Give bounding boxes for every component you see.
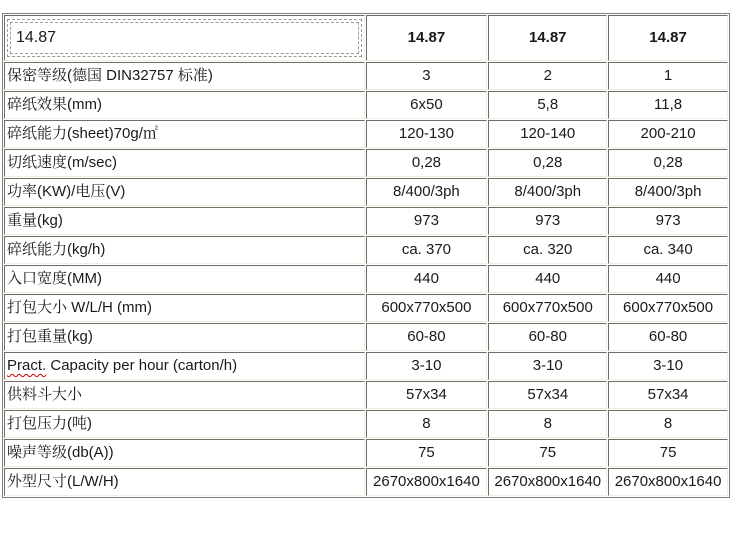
spec-value-cell: 75 bbox=[608, 439, 728, 467]
spec-row-label: 打包大小 W/L/H (mm) bbox=[4, 294, 365, 322]
spec-row-label: 碎纸能力(sheet)70g/㎡ bbox=[4, 120, 365, 148]
spec-value-cell: 600x770x500 bbox=[366, 294, 488, 322]
spec-row-label: 重量(kg) bbox=[4, 207, 365, 235]
spec-value-cell: 440 bbox=[488, 265, 607, 293]
spec-row bbox=[4, 468, 728, 496]
spec-value-cell: 2670x800x1640 bbox=[608, 468, 728, 496]
spec-row-label: 碎纸能力(kg/h) bbox=[4, 236, 365, 264]
spec-value-cell: 120-130 bbox=[366, 120, 488, 148]
spec-row-label: 切纸速度(m/sec) bbox=[4, 149, 365, 177]
spec-row bbox=[4, 381, 728, 409]
spec-row-label: 功率(KW)/电压(V) bbox=[4, 178, 365, 206]
spec-value-cell: 5,8 bbox=[488, 91, 607, 119]
spec-value-cell: 440 bbox=[366, 265, 488, 293]
spec-row-label: 保密等级(德国 DIN32757 标准) bbox=[4, 62, 365, 90]
spec-row bbox=[4, 323, 728, 351]
spec-value-cell: 8/400/3ph bbox=[366, 178, 488, 206]
column-header-3: 14.87 bbox=[608, 15, 728, 61]
spec-value-cell: 8 bbox=[488, 410, 607, 438]
spec-row bbox=[4, 352, 728, 380]
spec-value-cell: 600x770x500 bbox=[488, 294, 607, 322]
spec-row-label: Pract. Capacity per hour (carton/h) bbox=[4, 352, 365, 380]
spec-value-cell: ca. 320 bbox=[488, 236, 607, 264]
spec-value-cell: 2 bbox=[488, 62, 607, 90]
spec-value-cell: 75 bbox=[366, 439, 488, 467]
spec-row-label: 外型尺寸(L/W/H) bbox=[4, 468, 365, 496]
spec-value-cell: 1 bbox=[608, 62, 728, 90]
spec-value-cell: ca. 340 bbox=[608, 236, 728, 264]
spec-row-label: 打包重量(kg) bbox=[4, 323, 365, 351]
spec-value-cell: 60-80 bbox=[608, 323, 728, 351]
spec-value-cell: 8/400/3ph bbox=[488, 178, 607, 206]
model-text-input[interactable] bbox=[10, 22, 359, 54]
spec-row-label: 噪声等级(db(A)) bbox=[4, 439, 365, 467]
model-input-value: 14.87 bbox=[16, 29, 57, 46]
spec-value-cell: 75 bbox=[488, 439, 607, 467]
spec-row bbox=[4, 149, 728, 177]
spec-row bbox=[4, 265, 728, 293]
spec-value-cell: 60-80 bbox=[366, 323, 488, 351]
spec-value-cell: 2670x800x1640 bbox=[488, 468, 607, 496]
spec-value-cell: 3-10 bbox=[488, 352, 607, 380]
spec-value-cell: 600x770x500 bbox=[608, 294, 728, 322]
spec-value-cell: 8 bbox=[608, 410, 728, 438]
spec-row bbox=[4, 120, 728, 148]
spec-row bbox=[4, 294, 728, 322]
spec-row bbox=[4, 410, 728, 438]
spec-value-cell: 973 bbox=[488, 207, 607, 235]
spec-value-cell: 973 bbox=[366, 207, 488, 235]
spec-value-cell: 440 bbox=[608, 265, 728, 293]
spec-value-cell: 3 bbox=[366, 62, 488, 90]
spec-value-cell: 11,8 bbox=[608, 91, 728, 119]
spec-row-label: 供料斗大小 bbox=[4, 381, 365, 409]
spec-value-cell: 3-10 bbox=[608, 352, 728, 380]
spec-value-cell: 57x34 bbox=[488, 381, 607, 409]
spec-value-cell: 973 bbox=[608, 207, 728, 235]
edit-marquee-outer bbox=[7, 19, 362, 57]
spec-row bbox=[4, 178, 728, 206]
spec-value-cell: 120-140 bbox=[488, 120, 607, 148]
spec-value-cell: 2670x800x1640 bbox=[366, 468, 488, 496]
spec-value-cell: 0,28 bbox=[608, 149, 728, 177]
spec-value-cell: 8/400/3ph bbox=[608, 178, 728, 206]
spec-row-label: 打包压力(吨) bbox=[4, 410, 365, 438]
column-header-2: 14.87 bbox=[488, 15, 607, 61]
spec-row bbox=[4, 439, 728, 467]
editable-model-cell bbox=[4, 15, 365, 61]
spec-value-cell: 57x34 bbox=[608, 381, 728, 409]
column-header-1: 14.87 bbox=[366, 15, 488, 61]
spec-value-cell: 6x50 bbox=[366, 91, 488, 119]
spec-value-cell: 8 bbox=[366, 410, 488, 438]
spec-value-cell: 3-10 bbox=[366, 352, 488, 380]
spec-row bbox=[4, 207, 728, 235]
spec-value-cell: 0,28 bbox=[366, 149, 488, 177]
spec-value-cell: 60-80 bbox=[488, 323, 607, 351]
spec-row bbox=[4, 62, 728, 90]
spec-row bbox=[4, 236, 728, 264]
spec-value-cell: 57x34 bbox=[366, 381, 488, 409]
misspelled-word: Pract. bbox=[7, 357, 47, 374]
header-row bbox=[4, 15, 728, 61]
spec-row-label: 碎纸效果(mm) bbox=[4, 91, 365, 119]
spec-row-label: 入口宽度(MM) bbox=[4, 265, 365, 293]
spec-table bbox=[2, 13, 730, 498]
spec-value-cell: ca. 370 bbox=[366, 236, 488, 264]
spec-row bbox=[4, 91, 728, 119]
spec-value-cell: 200-210 bbox=[608, 120, 728, 148]
spec-value-cell: 0,28 bbox=[488, 149, 607, 177]
